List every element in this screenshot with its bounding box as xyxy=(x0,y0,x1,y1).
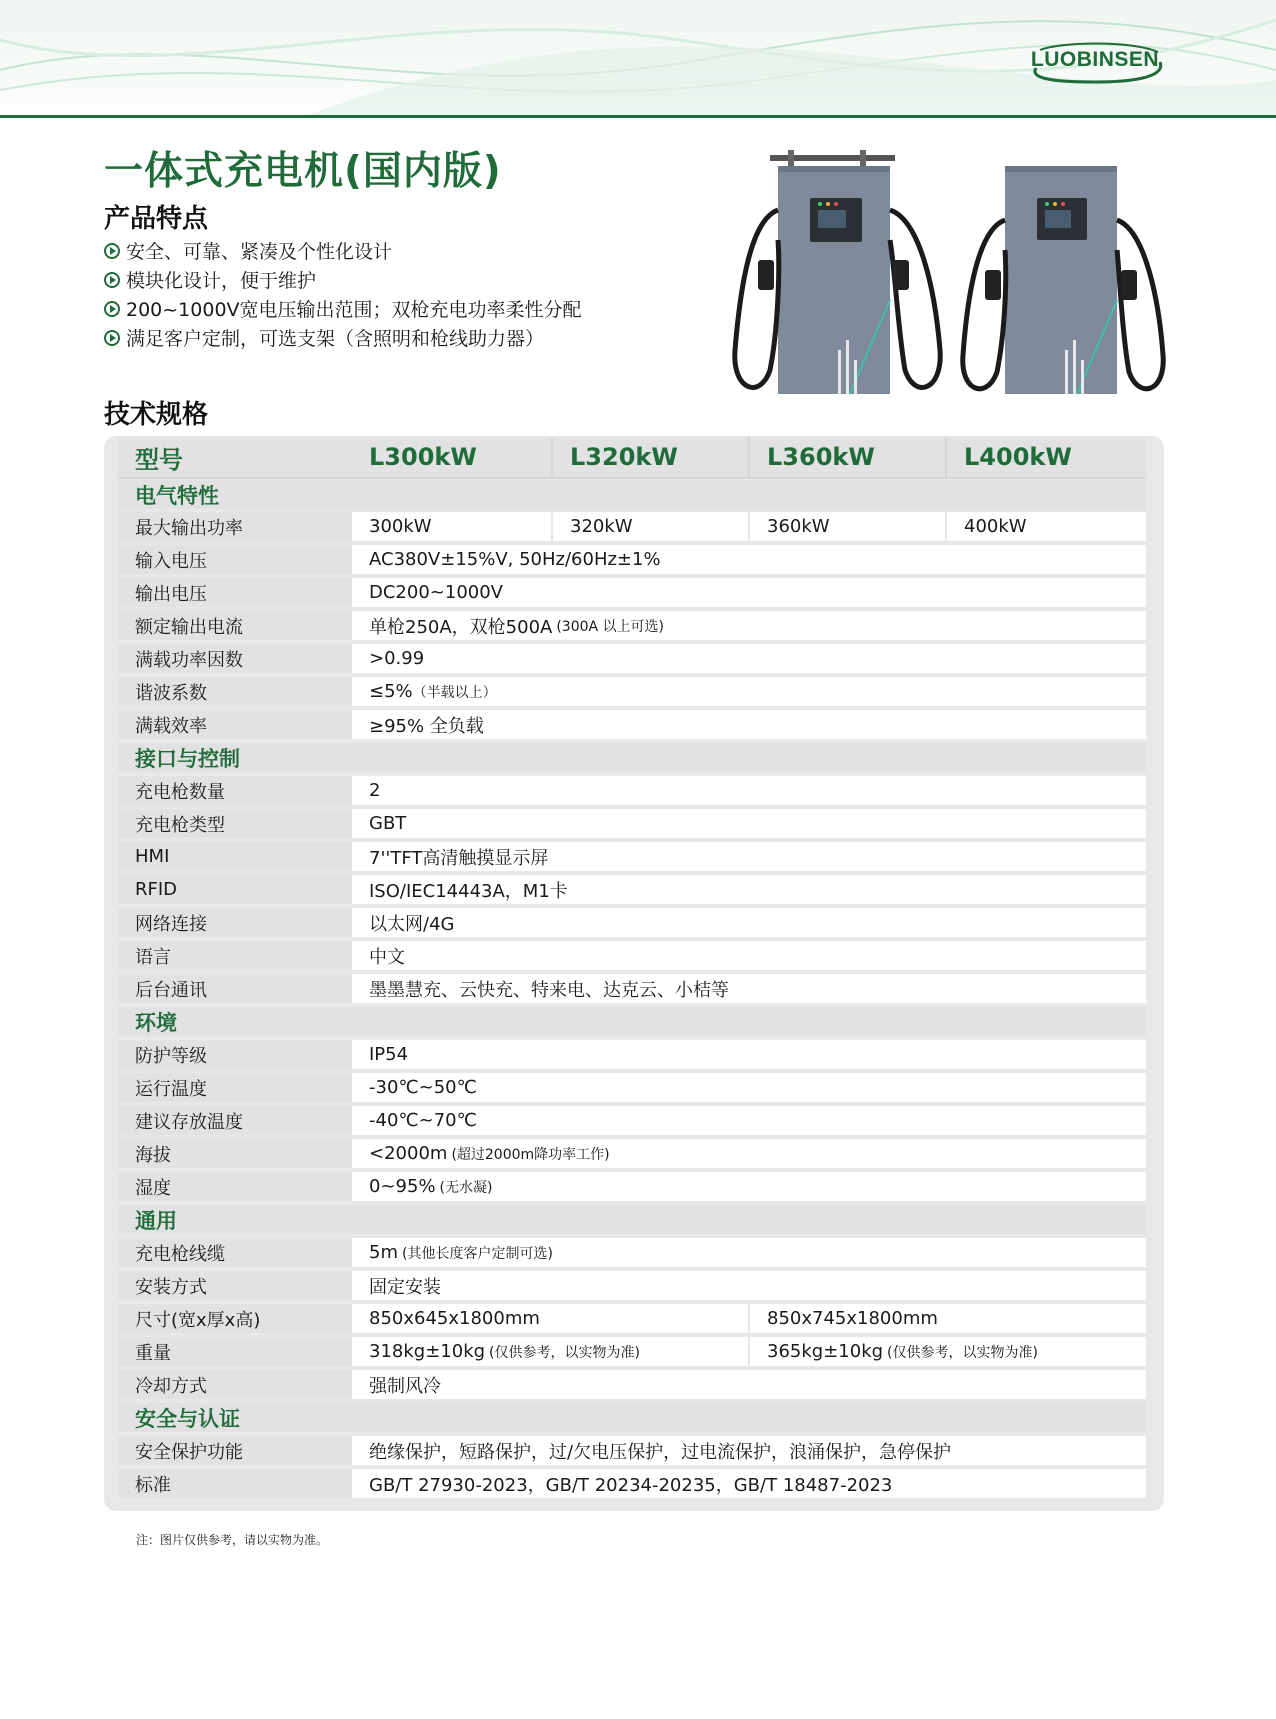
table-row: 输入电压 AC380V±15%V, 50Hz/60Hz±1% xyxy=(118,545,1146,576)
header-banner xyxy=(0,0,1276,118)
charger-image-large xyxy=(730,150,945,400)
table-row: 输出电压 DC200~1000V xyxy=(118,578,1146,609)
table-row: 标准 GB/T 27930-2023，GB/T 20234-20235，GB/T 18487-2023 xyxy=(118,1469,1146,1500)
section-interface: 接口与控制 xyxy=(118,743,1146,774)
table-row: 冷却方式 强制风冷 xyxy=(118,1370,1146,1401)
table-row: HMI 7''TFT高清触摸显示屏 xyxy=(118,842,1146,873)
section-general: 通用 xyxy=(118,1205,1146,1236)
model-L320: L320kW xyxy=(551,437,748,479)
model-L300: L300kW xyxy=(352,437,551,479)
features-heading: 产品特点 xyxy=(104,204,209,234)
brand-logo xyxy=(1020,38,1170,84)
header-divider xyxy=(0,115,1276,118)
table-row: 充电枪线缆 5m (其他长度客户定制可选) xyxy=(118,1238,1146,1269)
table-row: 重量 318kg±10kg (仅供参考，以实物为准) 365kg±10kg (仅供参考，以实物为准) xyxy=(118,1337,1146,1368)
table-row: 后台通讯 墨墨慧充、云快充、特来电、达克云、小桔等 xyxy=(118,974,1146,1005)
model-L400: L400kW xyxy=(945,437,1146,479)
table-header-row xyxy=(118,437,1146,474)
charger-image-small xyxy=(955,150,1170,400)
table-row: 安全保护功能 绝缘保护，短路保护，过/欠电压保护，过电流保护，浪涌保护，急停保护 xyxy=(118,1436,1146,1467)
feature-item: 安全、可靠、紧凑及个性化设计 xyxy=(104,236,582,265)
table-row: 安装方式 固定安装 xyxy=(118,1271,1146,1302)
table-row: 额定输出电流 单枪250A，双枪500A (300A 以上可选) xyxy=(118,611,1146,642)
table-row: 建议存放温度 -40℃~70℃ xyxy=(118,1106,1146,1137)
table-row: 海拔 <2000m (超过2000m降功率工作) xyxy=(118,1139,1146,1170)
section-electrical: 电气特性 xyxy=(118,480,1146,511)
model-L360: L360kW xyxy=(748,437,945,479)
logo-text: LUOBINSEN xyxy=(1030,48,1160,71)
section-environment: 环境 xyxy=(118,1007,1146,1038)
arrow-circle-icon xyxy=(104,301,120,317)
table-row: 湿度 0~95% (无水凝) xyxy=(118,1172,1146,1203)
footnote: 注：图片仅供参考，请以实物为准。 xyxy=(136,1533,329,1547)
table-row: RFID ISO/IEC14443A，M1卡 xyxy=(118,875,1146,906)
table-row: 最大输出功率 300kW 320kW 360kW 400kW xyxy=(118,512,1146,543)
table-row: 防护等级 IP54 xyxy=(118,1040,1146,1071)
feature-item: 200~1000V宽电压输出范围；双枪充电功率柔性分配 xyxy=(104,294,582,323)
table-row: 谐波系数 ≤5% （半载以上） xyxy=(118,677,1146,708)
feature-item: 模块化设计，便于维护 xyxy=(104,265,582,294)
table-row: 运行温度 -30℃~50℃ xyxy=(118,1073,1146,1104)
arrow-circle-icon xyxy=(104,272,120,288)
feature-item: 满足客户定制，可选支架（含照明和枪线助力器） xyxy=(104,323,582,352)
page-title: 一体式充电机(国内版) xyxy=(104,149,502,194)
table-row: 满载功率因数 >0.99 xyxy=(118,644,1146,675)
feature-list xyxy=(104,236,582,352)
table-row: 满载效率 ≥95% 全负载 xyxy=(118,710,1146,741)
table-row: 语言 中文 xyxy=(118,941,1146,972)
table-row: 尺寸(宽x厚x高) 850x645x1800mm 850x745x1800mm xyxy=(118,1304,1146,1335)
arrow-circle-icon xyxy=(104,330,120,346)
arrow-circle-icon xyxy=(104,243,120,259)
table-row: 充电枪数量 2 xyxy=(118,776,1146,807)
table-row: 充电枪类型 GBT xyxy=(118,809,1146,840)
table-row: 网络连接 以太网/4G xyxy=(118,908,1146,939)
section-safety: 安全与认证 xyxy=(118,1403,1146,1434)
specs-heading: 技术规格 xyxy=(104,400,209,430)
model-label: 型号 xyxy=(118,437,352,479)
